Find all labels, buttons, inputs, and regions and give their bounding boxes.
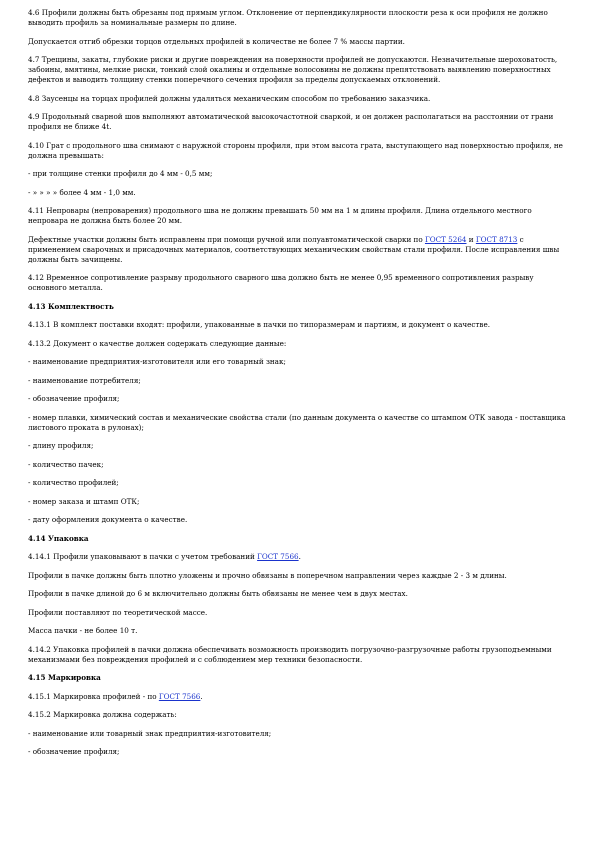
paragraph: 4.13.1 В комплект поставки входят: профили, упакованные в пачки по типоразмерам и партиям, и документ о качестве. — [28, 320, 490, 329]
document-page — [28, 8, 568, 766]
paragraph: 4.11 Непровары (непроварения) продольного шва не должны превышать 50 мм на 1 м длины профиля. Длина отдельного местного непровара не должна быть более 20 мм. — [28, 206, 532, 225]
paragraph: - количество пачек; — [28, 459, 104, 469]
paragraph: 4.6 Профили должны быть обрезаны под прямым углом. Отклонение от перпендикулярности плоскости реза к оси профиля не должно выводить профиль за номинальные размеры по длине. — [28, 8, 548, 27]
paragraph: - наименование потребителя; — [28, 375, 141, 385]
section-heading: 4.15 Маркировка — [28, 673, 101, 682]
paragraph: 4.8 Заусенцы на торцах профилей должны удаляться механическим способом по требованию заказчика. — [28, 93, 431, 103]
paragraph: - номер заказа и штамп ОТК; — [28, 496, 140, 506]
paragraph: Профили в пачке должны быть плотно уложены и прочно обвязаны в поперечном направлении через каждые 2 - 3 м длины. — [28, 570, 507, 580]
paragraph: Профили поставляют по теоретической массе. — [28, 607, 208, 617]
paragraph: 4.9 Продольный сварной шов выполняют автоматической высокочастотной сваркой, и он должен располагаться на расстоянии от грани профиля не ближе 4t. — [28, 112, 554, 131]
section-heading: 4.14 Упаковка — [28, 533, 89, 543]
paragraph: 4.10 Грат с продольного шва снимают с наружной стороны профиля, при этом высота грата, выступающего над поверхностью профиля, не должна превышать: — [28, 140, 563, 160]
paragraph: - наименование предприятия-изготовителя или его товарный знак; — [28, 357, 286, 366]
paragraph: - номер плавки, химический состав и механические свойства стали (по данным документа о качестве со штампом ОТК завода - поставщика листового проката в рулонах); — [28, 412, 566, 432]
paragraph: - количество профилей; — [28, 478, 119, 487]
section-heading: 4.13 Комплектность — [28, 301, 114, 311]
paragraph: - наименование или товарный знак предприятия-изготовителя; — [28, 728, 272, 738]
paragraph: Дефектные участки должны быть исправлены при помощи ручной или полуавтоматической сварки по ГОСТ 5264 и ГОСТ 8713 с применением сварочных и присадочных материалов, соответствующих механическим свойствам стали профиля. После исправления швы должны быть зачищены. — [28, 234, 560, 264]
paragraph: 4.14.1 Профили упаковывают в пачки с учетом требований ГОСТ 7566. — [28, 552, 301, 561]
standard-link[interactable]: ГОСТ 7566 — [257, 552, 299, 561]
paragraph: - дату оформления документа о качестве. — [28, 515, 188, 524]
paragraph: Профили в пачке длиной до 6 м включительно должны быть обвязаны не менее чем в двух местах. — [28, 589, 408, 598]
paragraph: - при толщине стенки профиля до 4 мм - 0,5 мм; — [28, 169, 213, 178]
standard-link[interactable]: ГОСТ 8713 — [475, 234, 518, 244]
paragraph: - обозначение профиля; — [28, 394, 120, 403]
paragraph: 4.15.1 Маркировка профилей - по ГОСТ 7566. — [28, 691, 203, 701]
paragraph: 4.14.2 Упаковка профилей в пачки должна обеспечивать возможность производить погрузочно-разгрузочные работы грузоподъемными механизмами без повреждения профилей и с соблюдением мер техники безопасности. — [28, 644, 552, 664]
paragraph: 4.15.2 Маркировка должна содержать: — [28, 710, 177, 719]
paragraph: Допускается отгиб обрезки торцов отдельных профилей в количестве не более 7 % массы партии. — [28, 36, 405, 46]
paragraph: - обозначение профиля; — [28, 747, 120, 756]
paragraph: Масса пачки - не более 10 т. — [28, 626, 138, 635]
paragraph: 4.13.2 Документ о качестве должен содержать следующие данные: — [28, 338, 287, 348]
standard-link[interactable]: ГОСТ 7566 — [158, 691, 201, 701]
paragraph: - » » » » более 4 мм - 1,0 мм. — [28, 187, 136, 197]
standard-link[interactable]: ГОСТ 5264 — [424, 234, 467, 244]
paragraph: - длину профиля; — [28, 441, 94, 450]
paragraph: 4.7 Трещины, закаты, глубокие риски и другие повреждения на поверхности профилей не допускаются. Незначительные шероховатость, забоины, вмятины, мелкие риски, тонкий слой окалины и отдельные волосовины не должны препятствовать выявлению поверхностных дефектов и выводить толщину стенки поперечного сечения профиля за пределы допускаемых отклонений. — [28, 55, 558, 84]
paragraph: 4.12 Временное сопротивление разрыву продольного сварного шва должно быть не менее 0,95 временного сопротивления разрыву основного металла. — [28, 273, 534, 292]
